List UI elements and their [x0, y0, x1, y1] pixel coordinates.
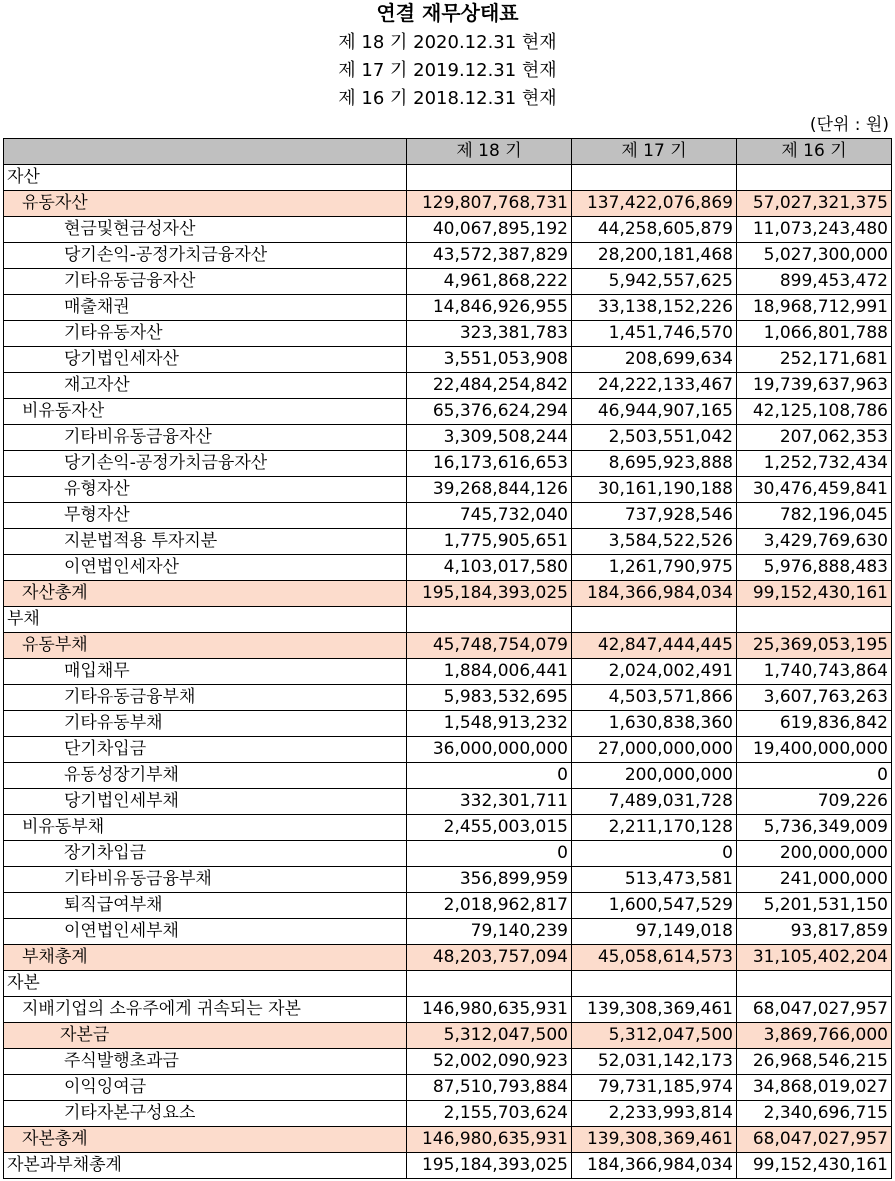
amount-cell: 137,422,076,869 — [572, 191, 737, 217]
account-name: 자본총계 — [4, 1127, 407, 1153]
amount-cell: 65,376,624,294 — [407, 399, 572, 425]
amount-cell — [737, 607, 892, 633]
table-row — [4, 165, 892, 191]
amount-cell: 146,980,635,931 — [407, 997, 572, 1023]
account-name: 퇴직급여부채 — [4, 893, 407, 919]
table-row — [4, 1023, 892, 1049]
amount-cell: 36,000,000,000 — [407, 737, 572, 763]
amount-cell: 2,211,170,128 — [572, 815, 737, 841]
amount-cell: 45,748,754,079 — [407, 633, 572, 659]
amount-cell: 52,031,142,173 — [572, 1049, 737, 1075]
amount-cell: 619,836,842 — [737, 711, 892, 737]
table-row — [4, 295, 892, 321]
table-row — [4, 997, 892, 1023]
header-period-18: 제 18 기 — [407, 139, 572, 165]
account-name: 부채총계 — [4, 945, 407, 971]
amount-cell: 43,572,387,829 — [407, 243, 572, 269]
balance-sheet-table — [3, 138, 892, 1179]
amount-cell: 0 — [572, 841, 737, 867]
amount-cell: 2,455,003,015 — [407, 815, 572, 841]
amount-cell: 19,400,000,000 — [737, 737, 892, 763]
amount-cell: 14,846,926,955 — [407, 295, 572, 321]
table-row — [4, 867, 892, 893]
account-name: 주식발행초과금 — [4, 1049, 407, 1075]
amount-cell: 1,252,732,434 — [737, 451, 892, 477]
amount-cell: 11,073,243,480 — [737, 217, 892, 243]
table-row — [4, 1101, 892, 1127]
table-row — [4, 269, 892, 295]
account-name: 당기손익-공정가치금융자산 — [4, 451, 407, 477]
amount-cell: 99,152,430,161 — [737, 1153, 892, 1179]
amount-cell: 1,630,838,360 — [572, 711, 737, 737]
account-name: 이연법인세자산 — [4, 555, 407, 581]
amount-cell — [407, 607, 572, 633]
table-row — [4, 893, 892, 919]
table-row — [4, 763, 892, 789]
amount-cell: 34,868,019,027 — [737, 1075, 892, 1101]
amount-cell: 40,067,895,192 — [407, 217, 572, 243]
account-name: 기타유동금융부채 — [4, 685, 407, 711]
amount-cell: 252,171,681 — [737, 347, 892, 373]
amount-cell: 4,503,571,866 — [572, 685, 737, 711]
amount-cell: 16,173,616,653 — [407, 451, 572, 477]
account-name: 비유동부채 — [4, 815, 407, 841]
table-row — [4, 243, 892, 269]
account-name: 기타유동부채 — [4, 711, 407, 737]
amount-cell: 2,340,696,715 — [737, 1101, 892, 1127]
period-line-16: 제 16 기 2018.12.31 현재 — [338, 88, 557, 109]
amount-cell: 5,027,300,000 — [737, 243, 892, 269]
account-name: 기타유동금융자산 — [4, 269, 407, 295]
amount-cell: 129,807,768,731 — [407, 191, 572, 217]
account-name: 자산 — [4, 165, 407, 191]
account-name: 비유동자산 — [4, 399, 407, 425]
account-name: 장기차입금 — [4, 841, 407, 867]
amount-cell: 5,201,531,150 — [737, 893, 892, 919]
statement-title: 연결 재무상태표 — [376, 1, 519, 25]
account-name: 자본금 — [4, 1023, 407, 1049]
table-row — [4, 451, 892, 477]
account-name: 기타자본구성요소 — [4, 1101, 407, 1127]
amount-cell: 1,548,913,232 — [407, 711, 572, 737]
amount-cell: 5,976,888,483 — [737, 555, 892, 581]
amount-cell: 139,308,369,461 — [572, 1127, 737, 1153]
amount-cell: 45,058,614,573 — [572, 945, 737, 971]
header-period-17: 제 17 기 — [572, 139, 737, 165]
amount-cell: 513,473,581 — [572, 867, 737, 893]
amount-cell: 68,047,027,957 — [737, 997, 892, 1023]
table-row — [4, 711, 892, 737]
table-row — [4, 399, 892, 425]
amount-cell: 48,203,757,094 — [407, 945, 572, 971]
amount-cell: 3,309,508,244 — [407, 425, 572, 451]
amount-cell: 139,308,369,461 — [572, 997, 737, 1023]
account-name: 유동성장기부채 — [4, 763, 407, 789]
amount-cell: 200,000,000 — [572, 763, 737, 789]
amount-cell: 7,489,031,728 — [572, 789, 737, 815]
amount-cell: 30,161,190,188 — [572, 477, 737, 503]
table-row — [4, 1075, 892, 1101]
amount-cell: 1,740,743,864 — [737, 659, 892, 685]
table-row — [4, 607, 892, 633]
amount-cell: 5,312,047,500 — [572, 1023, 737, 1049]
amount-cell: 93,817,859 — [737, 919, 892, 945]
amount-cell: 208,699,634 — [572, 347, 737, 373]
table-row — [4, 815, 892, 841]
amount-cell: 332,301,711 — [407, 789, 572, 815]
amount-cell: 33,138,152,226 — [572, 295, 737, 321]
period-line-17: 제 17 기 2019.12.31 현재 — [338, 60, 557, 81]
account-name: 유동부채 — [4, 633, 407, 659]
amount-cell: 46,944,907,165 — [572, 399, 737, 425]
amount-cell: 2,503,551,042 — [572, 425, 737, 451]
amount-cell: 207,062,353 — [737, 425, 892, 451]
amount-cell: 5,312,047,500 — [407, 1023, 572, 1049]
amount-cell: 200,000,000 — [737, 841, 892, 867]
account-name: 자산총계 — [4, 581, 407, 607]
amount-cell: 1,775,905,651 — [407, 529, 572, 555]
amount-cell: 24,222,133,467 — [572, 373, 737, 399]
amount-cell: 52,002,090,923 — [407, 1049, 572, 1075]
amount-cell — [572, 607, 737, 633]
amount-cell: 0 — [737, 763, 892, 789]
account-name: 기타비유동금융자산 — [4, 425, 407, 451]
amount-cell — [572, 165, 737, 191]
amount-cell: 3,869,766,000 — [737, 1023, 892, 1049]
amount-cell: 195,184,393,025 — [407, 1153, 572, 1179]
account-name: 이익잉여금 — [4, 1075, 407, 1101]
table-row — [4, 633, 892, 659]
header-period-16: 제 16 기 — [737, 139, 892, 165]
table-row — [4, 1127, 892, 1153]
amount-cell: 8,695,923,888 — [572, 451, 737, 477]
amount-cell: 2,024,002,491 — [572, 659, 737, 685]
account-name: 매입채무 — [4, 659, 407, 685]
amount-cell — [407, 971, 572, 997]
account-name: 지배기업의 소유주에게 귀속되는 자본 — [4, 997, 407, 1023]
amount-cell: 356,899,959 — [407, 867, 572, 893]
table-row — [4, 529, 892, 555]
amount-cell: 57,027,321,375 — [737, 191, 892, 217]
amount-cell: 0 — [407, 763, 572, 789]
amount-cell: 68,047,027,957 — [737, 1127, 892, 1153]
table-row — [4, 971, 892, 997]
table-row — [4, 503, 892, 529]
header-account-cell — [4, 139, 407, 165]
amount-cell: 87,510,793,884 — [407, 1075, 572, 1101]
amount-cell — [737, 165, 892, 191]
amount-cell: 0 — [407, 841, 572, 867]
account-name: 현금및현금성자산 — [4, 217, 407, 243]
amount-cell: 195,184,393,025 — [407, 581, 572, 607]
table-row — [4, 919, 892, 945]
amount-cell: 899,453,472 — [737, 269, 892, 295]
table-row — [4, 581, 892, 607]
account-name: 자본 — [4, 971, 407, 997]
amount-cell: 39,268,844,126 — [407, 477, 572, 503]
table-row — [4, 555, 892, 581]
amount-cell: 1,066,801,788 — [737, 321, 892, 347]
table-row — [4, 945, 892, 971]
amount-cell: 30,476,459,841 — [737, 477, 892, 503]
table-row — [4, 425, 892, 451]
amount-cell: 99,152,430,161 — [737, 581, 892, 607]
amount-cell: 1,884,006,441 — [407, 659, 572, 685]
amount-cell: 18,968,712,991 — [737, 295, 892, 321]
account-name: 당기법인세부채 — [4, 789, 407, 815]
amount-cell: 323,381,783 — [407, 321, 572, 347]
amount-cell: 79,140,239 — [407, 919, 572, 945]
amount-cell: 42,847,444,445 — [572, 633, 737, 659]
amount-cell: 782,196,045 — [737, 503, 892, 529]
amount-cell: 3,584,522,526 — [572, 529, 737, 555]
amount-cell: 1,600,547,529 — [572, 893, 737, 919]
amount-cell: 5,736,349,009 — [737, 815, 892, 841]
account-name: 재고자산 — [4, 373, 407, 399]
amount-cell: 5,983,532,695 — [407, 685, 572, 711]
amount-cell: 22,484,254,842 — [407, 373, 572, 399]
amount-cell: 79,731,185,974 — [572, 1075, 737, 1101]
amount-cell — [737, 971, 892, 997]
account-name: 부채 — [4, 607, 407, 633]
amount-cell: 42,125,108,786 — [737, 399, 892, 425]
amount-cell: 3,551,053,908 — [407, 347, 572, 373]
account-name: 단기차입금 — [4, 737, 407, 763]
amount-cell: 3,607,763,263 — [737, 685, 892, 711]
account-name: 자본과부채총계 — [4, 1153, 407, 1179]
account-name: 지분법적용 투자지분 — [4, 529, 407, 555]
amount-cell: 26,968,546,215 — [737, 1049, 892, 1075]
amount-cell: 31,105,402,204 — [737, 945, 892, 971]
amount-cell: 97,149,018 — [572, 919, 737, 945]
amount-cell: 737,928,546 — [572, 503, 737, 529]
amount-cell: 1,261,790,975 — [572, 555, 737, 581]
amount-cell: 745,732,040 — [407, 503, 572, 529]
account-name: 기타비유동금융부채 — [4, 867, 407, 893]
table-row — [4, 347, 892, 373]
table-row — [4, 737, 892, 763]
table-row — [4, 477, 892, 503]
amount-cell: 2,233,993,814 — [572, 1101, 737, 1127]
table-row — [4, 659, 892, 685]
amount-cell: 4,103,017,580 — [407, 555, 572, 581]
amount-cell: 27,000,000,000 — [572, 737, 737, 763]
table-row — [4, 685, 892, 711]
table-row — [4, 789, 892, 815]
amount-cell: 44,258,605,879 — [572, 217, 737, 243]
amount-cell: 184,366,984,034 — [572, 581, 737, 607]
amount-cell — [407, 165, 572, 191]
table-row — [4, 217, 892, 243]
amount-cell: 28,200,181,468 — [572, 243, 737, 269]
amount-cell: 3,429,769,630 — [737, 529, 892, 555]
table-row — [4, 191, 892, 217]
account-name: 당기손익-공정가치금융자산 — [4, 243, 407, 269]
table-row — [4, 841, 892, 867]
account-name: 유동자산 — [4, 191, 407, 217]
account-name: 이연법인세부채 — [4, 919, 407, 945]
amount-cell: 1,451,746,570 — [572, 321, 737, 347]
account-name: 매출채권 — [4, 295, 407, 321]
amount-cell: 709,226 — [737, 789, 892, 815]
amount-cell: 4,961,868,222 — [407, 269, 572, 295]
account-name: 기타유동자산 — [4, 321, 407, 347]
table-header-row — [4, 139, 892, 165]
account-name: 유형자산 — [4, 477, 407, 503]
amount-cell: 184,366,984,034 — [572, 1153, 737, 1179]
account-name: 당기법인세자산 — [4, 347, 407, 373]
amount-cell: 2,155,703,624 — [407, 1101, 572, 1127]
amount-cell: 19,739,637,963 — [737, 373, 892, 399]
table-row — [4, 373, 892, 399]
period-line-18: 제 18 기 2020.12.31 현재 — [338, 32, 557, 53]
amount-cell — [572, 971, 737, 997]
account-name: 무형자산 — [4, 503, 407, 529]
amount-cell: 5,942,557,625 — [572, 269, 737, 295]
unit-label: (단위 : 원) — [809, 115, 889, 135]
amount-cell: 25,369,053,195 — [737, 633, 892, 659]
table-row — [4, 1153, 892, 1179]
table-row — [4, 321, 892, 347]
amount-cell: 146,980,635,931 — [407, 1127, 572, 1153]
table-row — [4, 1049, 892, 1075]
amount-cell: 241,000,000 — [737, 867, 892, 893]
amount-cell: 2,018,962,817 — [407, 893, 572, 919]
